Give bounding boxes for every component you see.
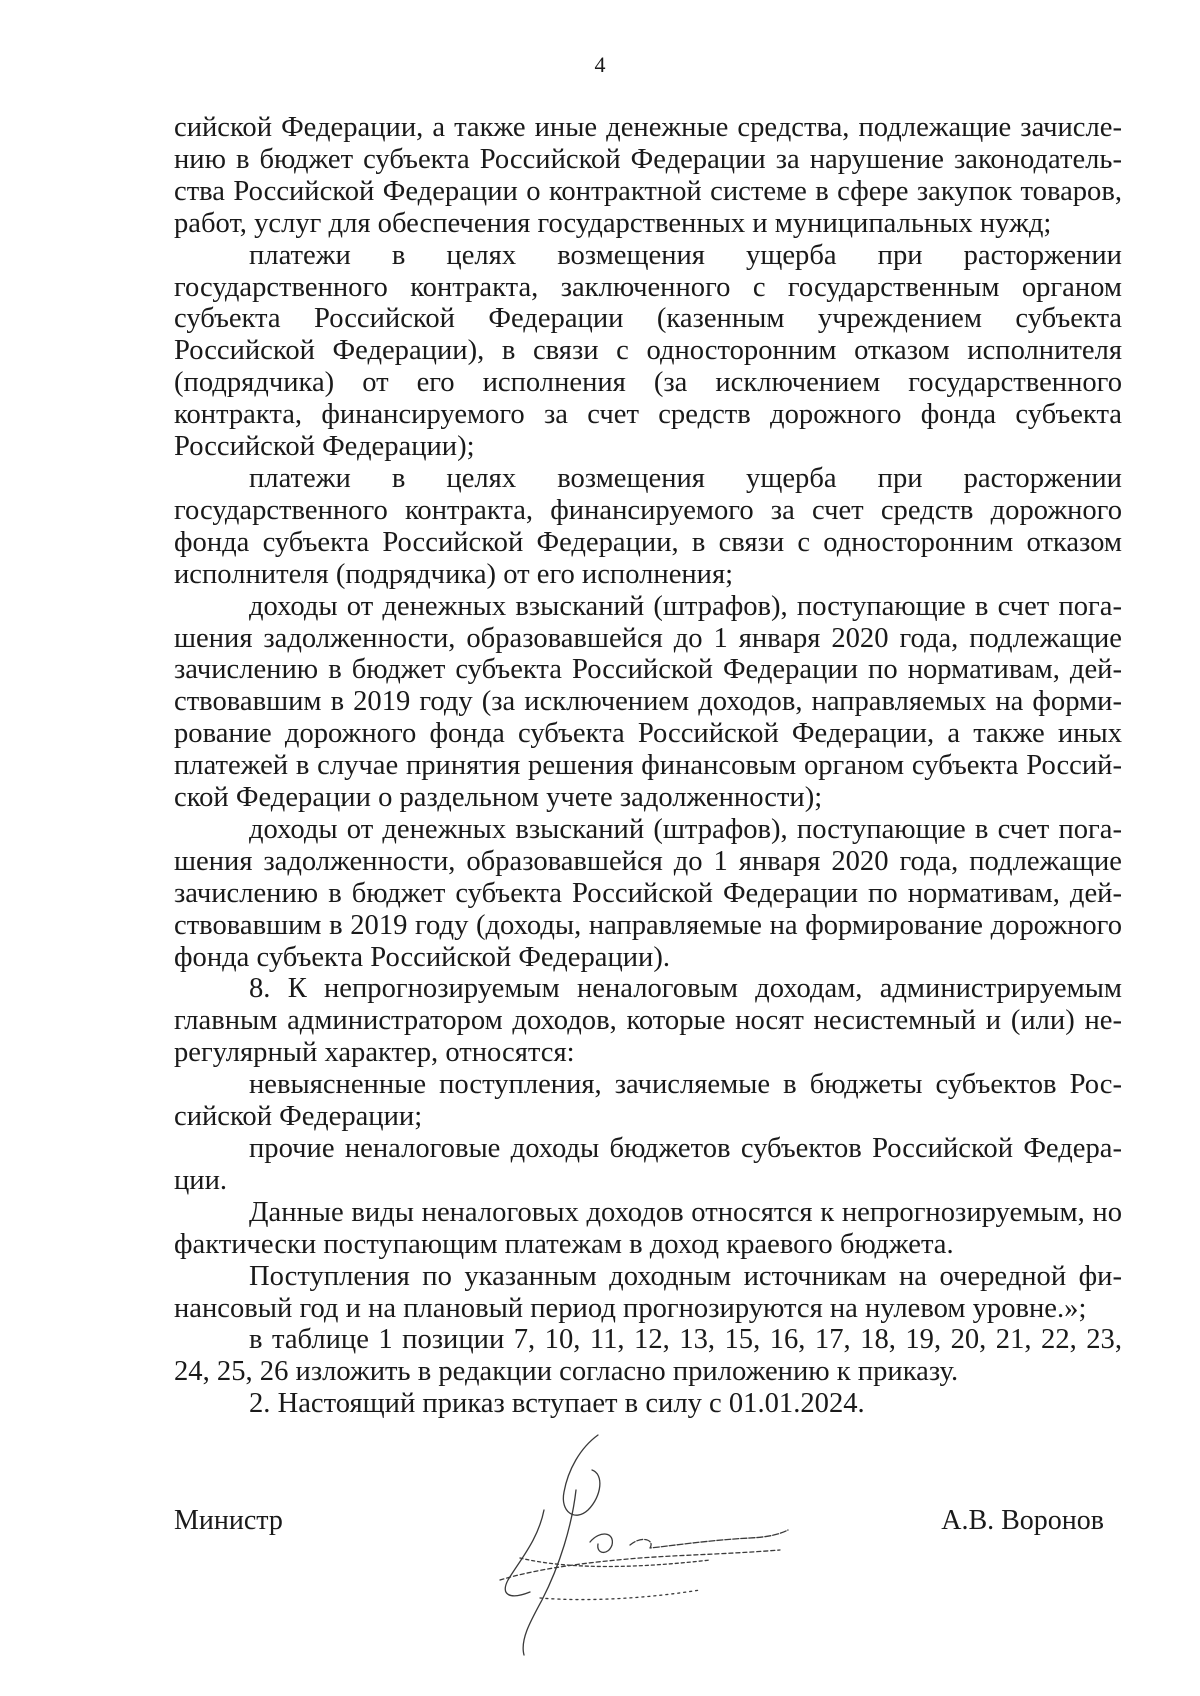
page-number: 4 bbox=[594, 52, 606, 77]
signer-name: А.В. Воронов bbox=[941, 1505, 1104, 1536]
paragraph: доходы от денежных взысканий (штрафов), поступающие в счет погашения задолженности, образовавшейся до 1 января 2020 года, подлежащие зачислению в бюджет субъекта Российской Федерации по нормативам, действовавшим в 2019 году (за исключением доходов, направляемых на формирование дорожного фонда субъекта Российской Федерации, а также иных платежей в случае принятия решения финансовым органом субъекта Российской Федерации о раздельном учете задолженности); bbox=[174, 590, 1122, 814]
paragraph: 2. Настоящий приказ вступает в силу с 01.01.2024. bbox=[249, 1388, 865, 1420]
signature-stroke bbox=[500, 1550, 780, 1580]
paragraph: невыясненные поступления, зачисляемые в бюджеты субъектов Российской Федерации; bbox=[174, 1069, 1122, 1133]
paragraph: Данные виды неналоговых доходов относятся к непрогнозируемым, но фактически поступающим платежам в доход краевого бюджета. bbox=[174, 1196, 1122, 1260]
signature-block bbox=[174, 1505, 1122, 1545]
paragraph: сийской Федерации, а также иные денежные средства, подлежащие зачислению в бюджет субъекта Российской Федерации за нарушение законодательства Российской Федерации о контрактной системе в сфере закупок товаров, работ, услуг для обеспечения государственных и муниципальных нужд; bbox=[174, 112, 1122, 239]
signature-stroke bbox=[520, 1558, 710, 1567]
document-body bbox=[174, 112, 1122, 1420]
paragraph: прочие неналоговые доходы бюджетов субъектов Российской Федерации. bbox=[174, 1133, 1122, 1196]
handwritten-signature bbox=[480, 1430, 860, 1660]
paragraph: платежи в целях возмещения ущерба при расторжении государственного контракта, финансируемого за счет средств дорожного фонда субъекта Российской Федерации, в связи с односторонним отказом исполнителя (подрядчика) от его исполнения; bbox=[174, 462, 1122, 590]
signature-stroke bbox=[563, 1435, 600, 1515]
paragraph: платежи в целях возмещения ущерба при расторжении государственного контракта, заключенного с государственным органом субъекта Российской Федерации (казенным учреждением субъекта Российской Федерации), в связи с односторонним отказом исполнителя (подрядчика) от его исполнения (за исключением государственного контракта, финансируемого за счет средств дорожного фонда субъекта Российской Федерации); bbox=[174, 239, 1122, 463]
paragraph: в таблице 1 позиции 7, 10, 11, 12, 13, 15, 16, 17, 18, 19, 20, 21, 22, 23, 24, 25, 26 изложить в редакции согласно приложению к приказу. bbox=[174, 1324, 1122, 1388]
signer-position: Министр bbox=[174, 1505, 283, 1536]
paragraph: 8. К непрогнозируемым неналоговым доходам, администрируемым главным администратором доходов, которые носят несистемный и (или) нерегулярный характер, относятся: bbox=[174, 973, 1122, 1069]
paragraph: доходы от денежных взысканий (штрафов), поступающие в счет погашения задолженности, образовавшейся до 1 января 2020 года, подлежащие зачислению в бюджет субъекта Российской Федерации по нормативам, действовавшим в 2019 году (доходы, направляемые на формирование дорожного фонда субъекта Российской Федерации). bbox=[174, 813, 1122, 973]
signature-stroke bbox=[540, 1590, 700, 1600]
paragraph: Поступления по указанным доходным источникам на очередной финансовый год и на плановый период прогнозируются на нулевом уровне.»; bbox=[174, 1260, 1122, 1324]
